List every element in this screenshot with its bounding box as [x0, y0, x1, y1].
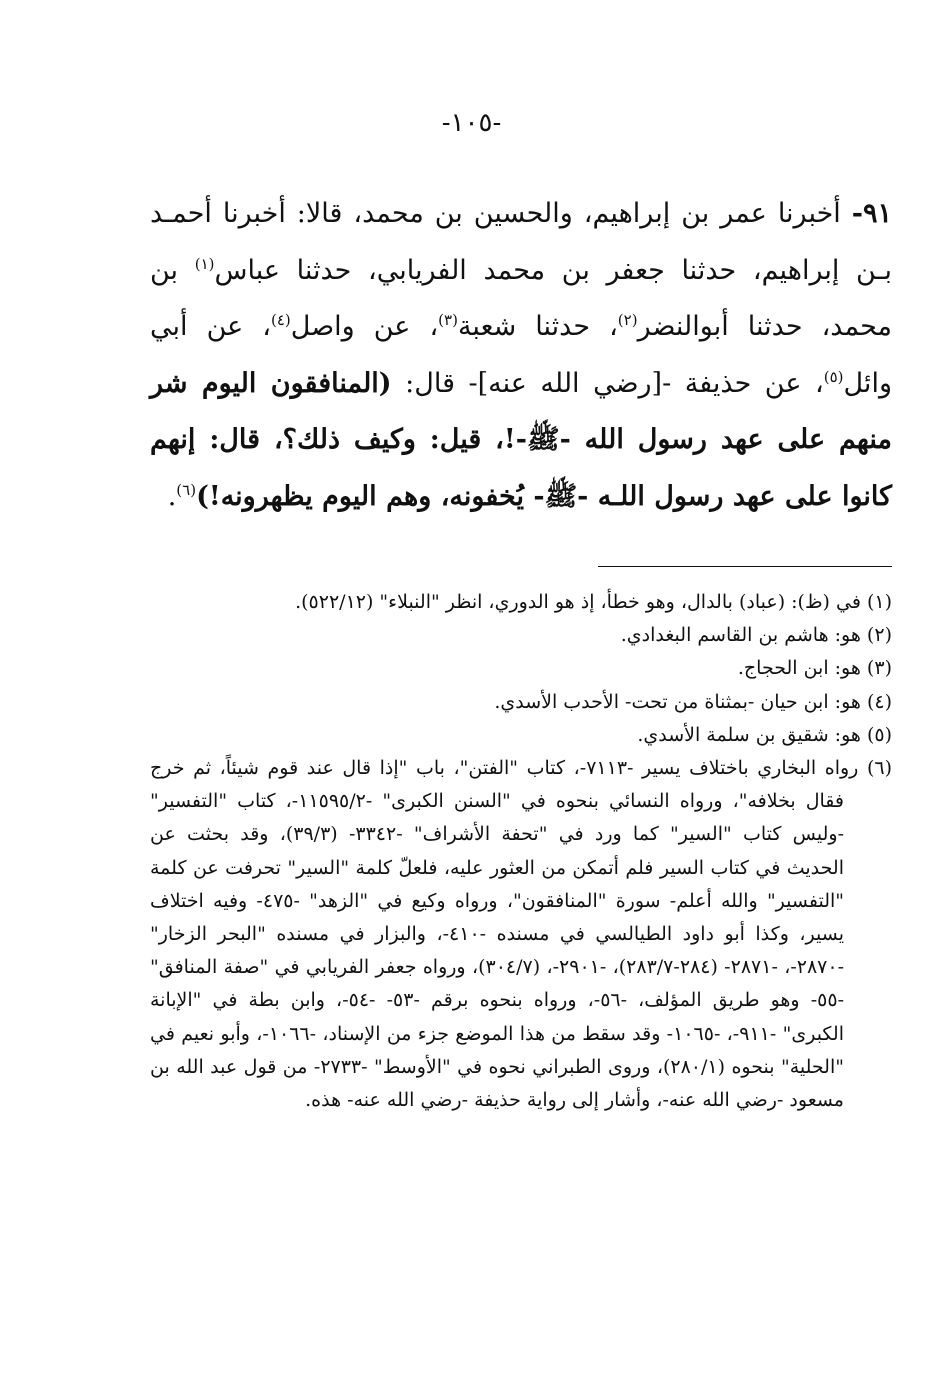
footnote-ref: (١) [194, 254, 215, 273]
footnote-divider [598, 566, 892, 567]
isnad-part: ، عن أبي وائل [150, 311, 892, 399]
footnote-ref: (٢) [617, 311, 638, 329]
footnote-ref: (٣) [438, 311, 458, 329]
footnote-ref: (٥) [823, 367, 844, 386]
footnote-5: (٥) هو: شقيق بن سلمة الأسدي. [637, 723, 892, 746]
footnotes [150, 586, 892, 1117]
hadith-matn: (المنافقون اليوم شر منهم على عهد رسول الله -ﷺ-!، قيل: وكيف ذلك؟، قال: إنهم كانوا على عهد رسول اللـه -ﷺ- يُخفونه، وهم اليوم يظهرونه!) [150, 367, 892, 512]
hadith-text [150, 186, 892, 525]
footnote-2: (٢) هو: هاشم بن القاسم البغدادي. [620, 624, 892, 647]
hadith-end: . [167, 480, 177, 512]
isnad-part: ، عن حذيفة -[رضي الله عنه]- قال: [391, 367, 824, 399]
footnote-4: (٤) هو: ابن حيان -بمثناة من تحت- الأحدب الأسدي. [494, 690, 892, 713]
isnad-part: أخبرنا عمر بن إبراهيم، والحسين بن محمد، قالا: أخبرنا أحمـد بـن إبراهيم، حدثنا جعفر بن محمد الفريابي، حدثنا عباس [150, 198, 892, 286]
footnote-ref: (٦) [176, 480, 197, 499]
isnad-part: ، عن واصل [290, 311, 439, 342]
footnote-ref: (٤) [271, 311, 291, 329]
isnad-part: ، حدثنا شعبة [457, 311, 618, 342]
page-number: -١٠٥- [441, 108, 502, 138]
hadith-number: ٩١- [851, 198, 892, 229]
footnote-6: (٦) رواه البخاري باختلاف يسير -٧١١٣-، كتاب "الفتن"، باب "إذا قال عند قوم شيئاً، ثم خرج فقال بخلافه"، ورواه النسائي بنحوه في "السنن الكبرى" -١١٥٩٥/٢-، كتاب "التفسير" -وليس كتاب "السير" كما ورد في "تحفة الأشراف" -٣٣٤٢- (٣٩/٣)، وقد بحثت عن الحديث في كتاب السير فلم أتمكن من العثور عليه، فلعلّ كلمة "السير" تحرفت عن كلمة "التفسير" والله أعلم- سورة "المنافقون"، ورواه وكيع في "الزهد" -٤٧٥- وفيه اختلاف يسير، وكذا أبو داود الطيالسي في مسنده -٤١٠-، والبزار في مسنده "البحر الزخار" -٢٨٧٠-، -٢٨٧١- (٢٨٤-٢٨٣/٧)، -٢٩٠١-، (٣٠٤/٧)، ورواه جعفر الفريابي في "صفة المنافق" -٥٥- وهو طريق المؤلف، -٥٦-، ورواه بنحوه برقم -٥٣- -٥٤-، وابن بطة في "الإبانة الكبرى" -٩١١-، -١٠٦٥- وقد سقط من هذا الموضع جزء من الإسناد، -١٠٦٦-، وأبو نعيم في "الحلية" بنحوه (٢٨٠/١)، وروى الطبراني نحوه في "الأوسط" -٢٧٣٣- من قول عبد الله بن مسعود -رضي الله عنه-، وأشار إلى رواية حذيفة -رضي الله عنه- هذه. [150, 757, 892, 1112]
isnad-part: بن محمد، حدثنا أبوالنضر [150, 254, 892, 342]
footnote-3: (٣) هو: ابن الحجاج. [737, 657, 892, 680]
footnote-1: (١) في (ظ): (عباد) بالدال، وهو خطأ، إذ هو الدوري، انظر "النبلاء" (٥٢٢/١٢). [295, 591, 892, 613]
